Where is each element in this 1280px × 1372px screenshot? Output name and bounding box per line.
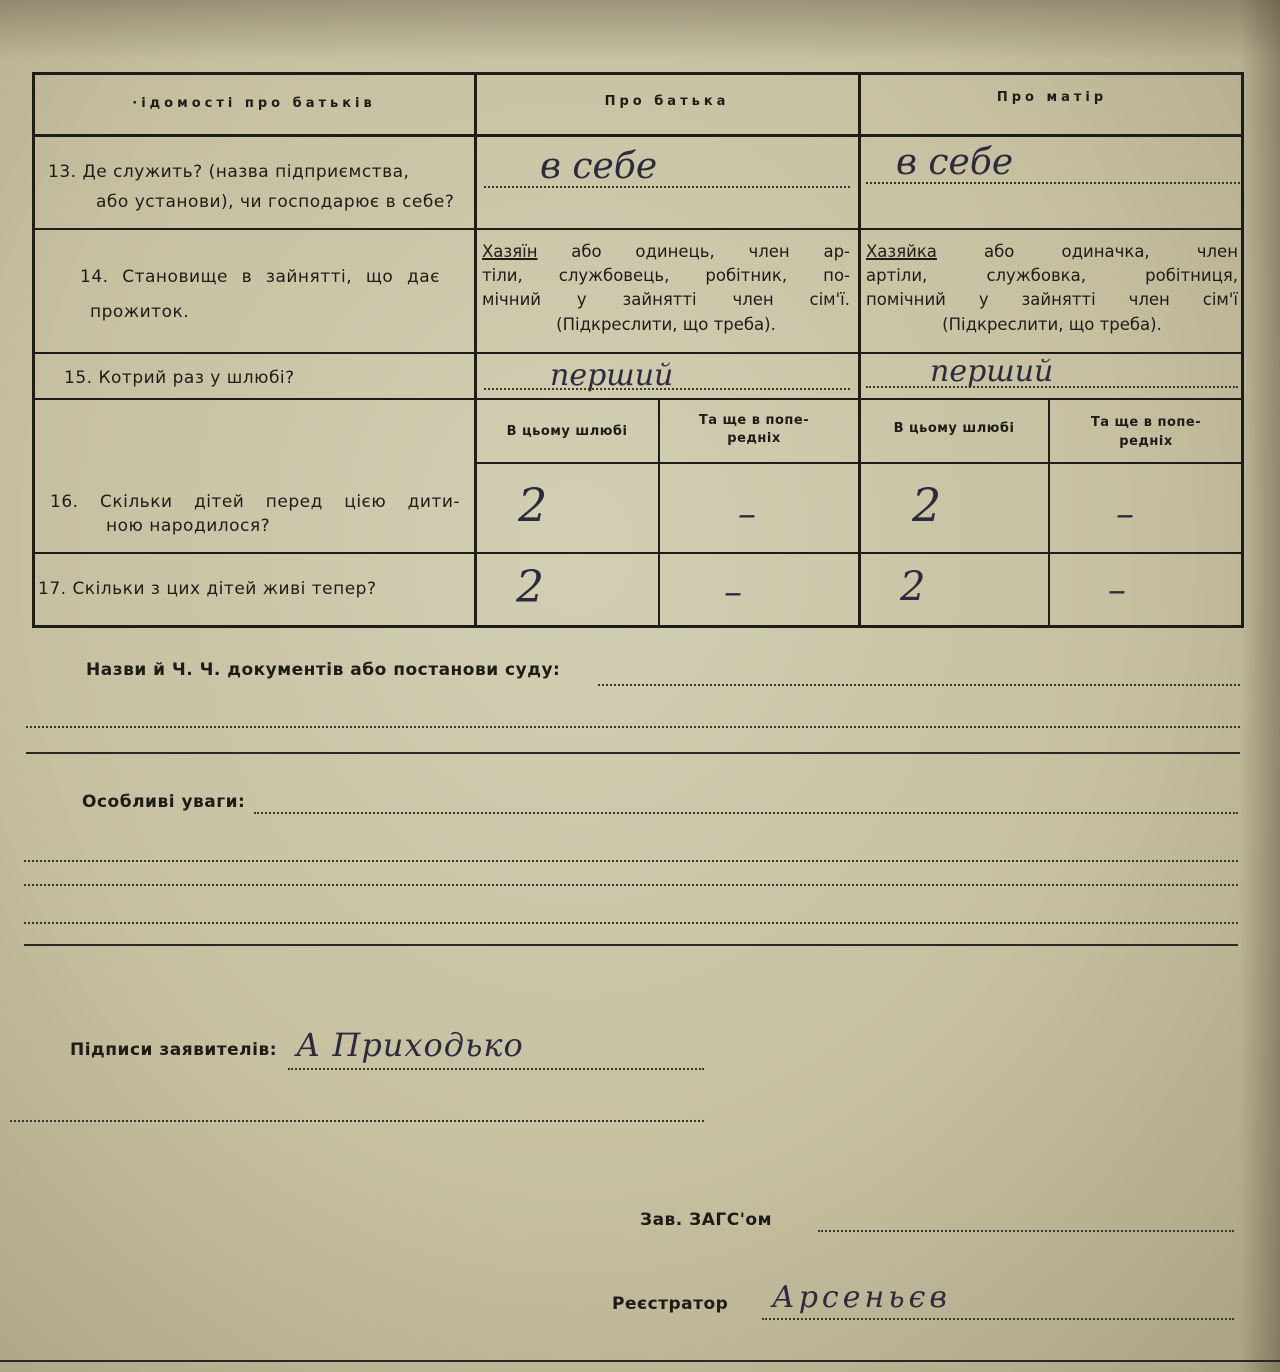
remarks-dotline-4 xyxy=(24,922,1238,924)
q16-mother-this-value: 2 xyxy=(912,478,942,532)
q13-mother-dotline xyxy=(866,182,1240,184)
page-top-shadow xyxy=(0,0,1280,60)
remarks-dotline-3 xyxy=(24,884,1238,886)
row-divider-14 xyxy=(32,352,1244,354)
q14-father-line1-rest: або одинець, член ар- xyxy=(571,242,850,261)
q14-label-line1: 14. Становище в зайнятті, що дає xyxy=(80,267,440,287)
registrar-signature: Арсеньєв xyxy=(772,1280,951,1315)
subheader-divider-father xyxy=(474,462,858,464)
q14-mother-line2: артіли, службовка, робітниця, xyxy=(866,266,1238,285)
q15-father-value: перший xyxy=(550,358,674,393)
col-divider-1 xyxy=(474,72,477,628)
page-bottom-rule xyxy=(0,1360,1280,1362)
q14-father-line4: (Підкреслити, що треба). xyxy=(556,315,776,334)
q17-father-prev-value: – xyxy=(724,572,742,613)
remarks-dotline-2 xyxy=(24,860,1238,862)
registrar-label: Реєстратор xyxy=(612,1294,729,1314)
q16-father-prev-value: – xyxy=(738,494,756,535)
documents-label: Назви й Ч. Ч. документів або постанови суду: xyxy=(86,660,561,680)
q16-mother-prev-value: – xyxy=(1116,494,1134,535)
applicant-signature: А Приходько xyxy=(296,1026,524,1064)
mother-this-marriage-header: В цьому шлюбі xyxy=(893,421,1015,436)
q16-label-line2: ною народилося? xyxy=(106,516,271,536)
q17-father-this-value: 2 xyxy=(516,562,544,613)
col-divider-mother-sub xyxy=(1048,398,1050,628)
q14-mother-line4: (Підкреслити, що треба). xyxy=(942,315,1162,334)
q15-mother-value: перший xyxy=(930,354,1054,389)
documents-dotline-1 xyxy=(598,684,1240,686)
head-dotline xyxy=(818,1230,1234,1232)
row-divider-15 xyxy=(32,398,1244,400)
q16-label-line1: 16. Скільки дітей перед цією дити- xyxy=(50,492,460,512)
q16-father-this-value: 2 xyxy=(518,478,548,532)
q14-mother-line3: помічний у зайнятті член сім'ї xyxy=(866,290,1238,309)
header-mother: Про матір xyxy=(996,90,1108,105)
col-divider-father-sub xyxy=(658,398,660,628)
q17-mother-this-value: 2 xyxy=(900,564,926,610)
signatures-label: Підписи заявителів: xyxy=(70,1040,278,1060)
q15-mother-dotline xyxy=(866,386,1238,388)
q13-label-line1: 13. Де служить? (назва підприємства, xyxy=(48,162,410,182)
signatures-dotline-2 xyxy=(10,1120,704,1122)
q14-father-line1 xyxy=(482,240,850,263)
father-prev-marriages-header-line1: Та ще в попе- xyxy=(698,413,810,428)
mother-prev-marriages-header-line2: редніх xyxy=(1119,434,1173,449)
header-divider xyxy=(32,134,1244,137)
signatures-dotline-1 xyxy=(288,1068,704,1070)
header-father: Про батька xyxy=(604,94,730,109)
row-divider-16 xyxy=(32,552,1244,554)
mother-prev-marriages-header-line1: Та ще в попе- xyxy=(1090,415,1202,430)
q15-father-dotline xyxy=(484,388,850,390)
q13-label-line2: або установи), чи господарює в себе? xyxy=(96,192,455,212)
q13-mother-value: в себе xyxy=(896,142,1014,183)
q14-label-line2: прожиток. xyxy=(90,302,190,322)
q14-mother-marked-option: Хазяйка xyxy=(866,242,937,261)
q13-father-dotline xyxy=(484,186,850,188)
row-divider-13 xyxy=(32,228,1244,230)
q13-father-value: в себе xyxy=(540,146,658,187)
father-this-marriage-header: В цьому шлюбі xyxy=(506,424,628,439)
remarks-label: Особливі уваги: xyxy=(82,792,246,812)
q14-father-marked-option: Хазяїн xyxy=(482,242,538,261)
col-divider-2 xyxy=(858,72,861,628)
q17-label: 17. Скільки з цих дітей живі тепер? xyxy=(38,579,377,599)
head-label: Зав. ЗАГС'ом xyxy=(640,1210,773,1230)
q17-mother-prev-value: – xyxy=(1108,570,1126,611)
registrar-dotline xyxy=(762,1318,1234,1320)
father-prev-marriages-header-line2: редніх xyxy=(727,431,781,446)
documents-dotline-2 xyxy=(26,726,1240,728)
q14-father-line2: тіли, службовець, робітник, по- xyxy=(482,266,850,285)
remarks-dotline-1 xyxy=(254,812,1238,814)
q15-label: 15. Котрий раз у шлюбі? xyxy=(64,368,295,388)
remarks-solid-rule xyxy=(24,944,1238,946)
header-parents-info: ·ідомості про батьків xyxy=(132,96,376,111)
q14-mother-line1 xyxy=(866,240,1238,263)
q14-mother-line1-rest: або одиначка, член xyxy=(984,242,1238,261)
subheader-divider-mother xyxy=(858,462,1244,464)
page-edge-shadow xyxy=(1240,0,1280,1372)
q14-father-line3: мічний у зайнятті член сім'ї. xyxy=(482,290,850,309)
documents-solid-rule xyxy=(26,752,1240,754)
